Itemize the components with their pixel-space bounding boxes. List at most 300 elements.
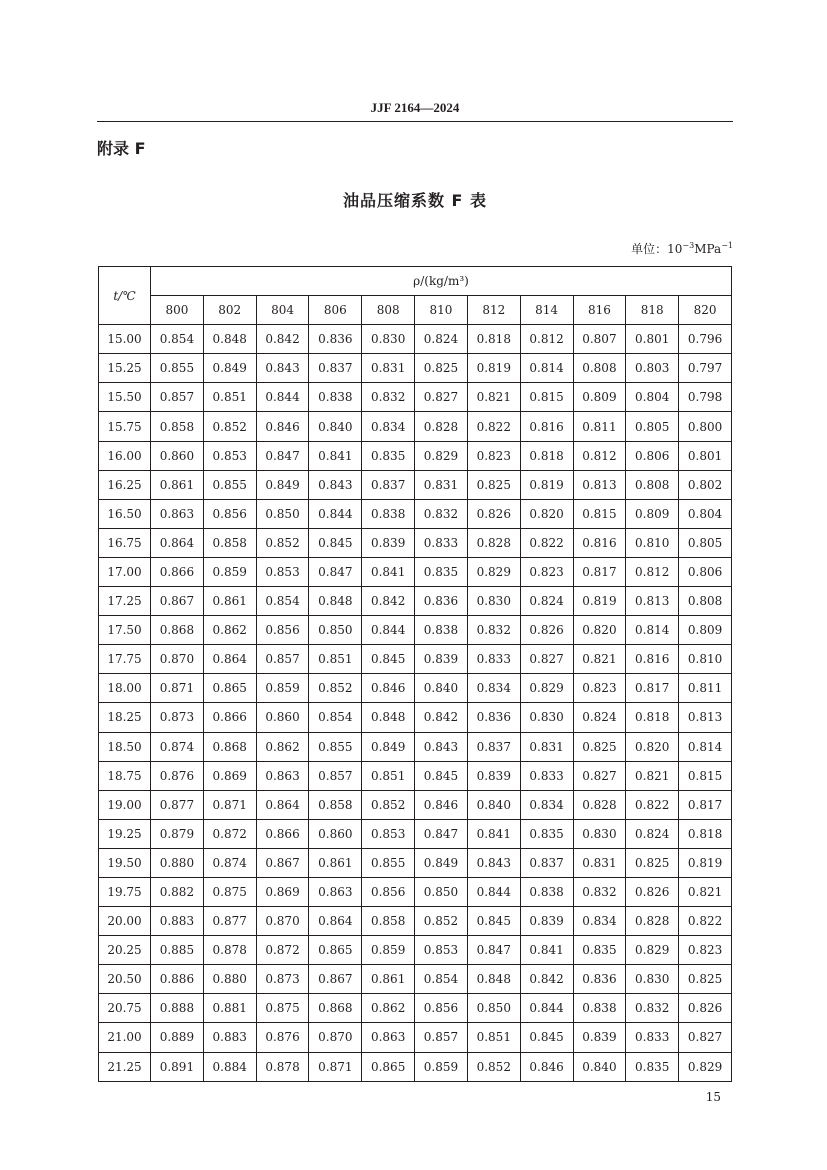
temperature-cell: 17.75	[99, 645, 151, 674]
factor-cell: 0.829	[626, 936, 679, 965]
factor-cell: 0.865	[362, 1052, 415, 1081]
unit-exponent-2: −1	[721, 241, 733, 250]
factor-cell: 0.835	[362, 441, 415, 470]
factor-cell: 0.815	[573, 499, 626, 528]
factor-cell: 0.809	[626, 499, 679, 528]
factor-cell: 0.820	[520, 499, 573, 528]
factor-cell: 0.851	[467, 1023, 520, 1052]
factor-cell: 0.838	[573, 994, 626, 1023]
table-row	[99, 412, 732, 441]
temperature-cell: 20.75	[99, 994, 151, 1023]
factor-cell: 0.834	[573, 907, 626, 936]
factor-cell: 0.829	[520, 674, 573, 703]
factor-cell: 0.852	[415, 907, 468, 936]
factor-cell: 0.840	[309, 412, 362, 441]
factor-cell: 0.865	[203, 674, 256, 703]
factor-cell: 0.835	[415, 557, 468, 586]
factor-cell: 0.875	[256, 994, 309, 1023]
factor-cell: 0.812	[626, 557, 679, 586]
factor-cell: 0.828	[626, 907, 679, 936]
factor-cell: 0.886	[151, 965, 204, 994]
factor-cell: 0.828	[467, 528, 520, 557]
factor-cell: 0.844	[362, 616, 415, 645]
factor-cell: 0.844	[256, 383, 309, 412]
factor-cell: 0.855	[203, 470, 256, 499]
factor-cell: 0.846	[256, 412, 309, 441]
factor-cell: 0.814	[520, 354, 573, 383]
factor-cell: 0.811	[679, 674, 732, 703]
factor-cell: 0.835	[626, 1052, 679, 1081]
factor-cell: 0.837	[362, 470, 415, 499]
factor-cell: 0.834	[467, 674, 520, 703]
factor-cell: 0.831	[415, 470, 468, 499]
factor-cell: 0.857	[256, 645, 309, 674]
factor-cell: 0.851	[309, 645, 362, 674]
factor-cell: 0.859	[415, 1052, 468, 1081]
factor-cell: 0.875	[203, 877, 256, 906]
factor-cell: 0.826	[626, 877, 679, 906]
factor-cell: 0.849	[256, 470, 309, 499]
factor-cell: 0.874	[203, 848, 256, 877]
factor-cell: 0.883	[203, 1023, 256, 1052]
factor-cell: 0.808	[573, 354, 626, 383]
density-column-header: 804	[256, 296, 309, 325]
factor-cell: 0.856	[415, 994, 468, 1023]
temperature-cell: 17.50	[99, 616, 151, 645]
factor-cell: 0.839	[415, 645, 468, 674]
table-row	[99, 616, 732, 645]
factor-cell: 0.823	[679, 936, 732, 965]
factor-cell: 0.803	[626, 354, 679, 383]
factor-cell: 0.857	[309, 761, 362, 790]
factor-cell: 0.821	[679, 877, 732, 906]
temperature-cell: 19.25	[99, 819, 151, 848]
unit-exponent-1: −3	[682, 241, 695, 250]
factor-cell: 0.864	[151, 528, 204, 557]
table-row	[99, 1023, 732, 1052]
factor-cell: 0.796	[679, 325, 732, 354]
factor-cell: 0.820	[626, 732, 679, 761]
factor-cell: 0.827	[415, 383, 468, 412]
factor-cell: 0.845	[362, 645, 415, 674]
factor-cell: 0.828	[573, 790, 626, 819]
factor-cell: 0.801	[626, 325, 679, 354]
factor-cell: 0.817	[626, 674, 679, 703]
factor-cell: 0.824	[520, 587, 573, 616]
factor-cell: 0.811	[573, 412, 626, 441]
factor-cell: 0.863	[151, 499, 204, 528]
factor-cell: 0.826	[679, 994, 732, 1023]
factor-cell: 0.813	[679, 703, 732, 732]
unit-prefix: 单位：10	[631, 242, 683, 256]
factor-cell: 0.837	[309, 354, 362, 383]
density-column-header: 808	[362, 296, 415, 325]
factor-cell: 0.817	[679, 790, 732, 819]
table-row	[99, 1052, 732, 1081]
factor-cell: 0.816	[520, 412, 573, 441]
factor-cell: 0.871	[151, 674, 204, 703]
factor-cell: 0.818	[467, 325, 520, 354]
factor-cell: 0.829	[679, 1052, 732, 1081]
table-row	[99, 994, 732, 1023]
temperature-cell: 16.00	[99, 441, 151, 470]
factor-cell: 0.866	[256, 819, 309, 848]
factor-cell: 0.852	[467, 1052, 520, 1081]
temperature-cell: 19.75	[99, 877, 151, 906]
factor-cell: 0.839	[573, 1023, 626, 1052]
factor-cell: 0.873	[151, 703, 204, 732]
factor-cell: 0.835	[520, 819, 573, 848]
factor-cell: 0.861	[151, 470, 204, 499]
factor-cell: 0.856	[203, 499, 256, 528]
factor-cell: 0.840	[467, 790, 520, 819]
table-row	[99, 877, 732, 906]
factor-cell: 0.797	[679, 354, 732, 383]
factor-cell: 0.830	[467, 587, 520, 616]
factor-cell: 0.830	[520, 703, 573, 732]
factor-cell: 0.847	[256, 441, 309, 470]
factor-cell: 0.860	[256, 703, 309, 732]
factor-cell: 0.807	[573, 325, 626, 354]
factor-cell: 0.864	[203, 645, 256, 674]
temperature-cell: 18.50	[99, 732, 151, 761]
factor-cell: 0.806	[626, 441, 679, 470]
temperature-cell: 21.00	[99, 1023, 151, 1052]
factor-cell: 0.804	[626, 383, 679, 412]
factor-cell: 0.844	[309, 499, 362, 528]
factor-cell: 0.840	[573, 1052, 626, 1081]
factor-cell: 0.808	[626, 470, 679, 499]
factor-cell: 0.848	[309, 587, 362, 616]
temperature-cell: 19.00	[99, 790, 151, 819]
factor-cell: 0.867	[151, 587, 204, 616]
table-row	[99, 703, 732, 732]
factor-cell: 0.825	[415, 354, 468, 383]
factor-cell: 0.867	[309, 965, 362, 994]
factor-cell: 0.888	[151, 994, 204, 1023]
factor-cell: 0.876	[151, 761, 204, 790]
factor-cell: 0.859	[362, 936, 415, 965]
factor-cell: 0.856	[362, 877, 415, 906]
factor-cell: 0.891	[151, 1052, 204, 1081]
factor-cell: 0.861	[362, 965, 415, 994]
factor-cell: 0.862	[362, 994, 415, 1023]
factor-cell: 0.809	[679, 616, 732, 645]
factor-cell: 0.859	[203, 557, 256, 586]
factor-cell: 0.842	[415, 703, 468, 732]
factor-cell: 0.830	[626, 965, 679, 994]
factor-cell: 0.848	[362, 703, 415, 732]
factor-cell: 0.825	[679, 965, 732, 994]
factor-cell: 0.848	[467, 965, 520, 994]
factor-cell: 0.860	[151, 441, 204, 470]
table-row	[99, 528, 732, 557]
factor-cell: 0.852	[203, 412, 256, 441]
factor-cell: 0.869	[203, 761, 256, 790]
factor-cell: 0.881	[203, 994, 256, 1023]
factor-cell: 0.846	[415, 790, 468, 819]
factor-cell: 0.871	[203, 790, 256, 819]
unit-mid: MPa	[694, 242, 722, 256]
factor-cell: 0.836	[467, 703, 520, 732]
factor-cell: 0.832	[362, 383, 415, 412]
table-row	[99, 790, 732, 819]
density-column-header: 806	[309, 296, 362, 325]
header-divider	[97, 121, 733, 122]
factor-cell: 0.844	[520, 994, 573, 1023]
factor-cell: 0.831	[573, 848, 626, 877]
factor-cell: 0.846	[520, 1052, 573, 1081]
factor-cell: 0.814	[679, 732, 732, 761]
factor-cell: 0.853	[256, 557, 309, 586]
factor-cell: 0.863	[362, 1023, 415, 1052]
factor-cell: 0.833	[467, 645, 520, 674]
temperature-cell: 16.25	[99, 470, 151, 499]
density-column-header: 800	[151, 296, 204, 325]
table-row	[99, 761, 732, 790]
factor-cell: 0.805	[679, 528, 732, 557]
factor-cell: 0.857	[151, 383, 204, 412]
factor-cell: 0.838	[520, 877, 573, 906]
factor-cell: 0.824	[573, 703, 626, 732]
table-row	[99, 645, 732, 674]
factor-cell: 0.823	[573, 674, 626, 703]
factor-cell: 0.850	[415, 877, 468, 906]
factor-cell: 0.818	[679, 819, 732, 848]
factor-cell: 0.817	[573, 557, 626, 586]
factor-cell: 0.873	[256, 965, 309, 994]
factor-cell: 0.816	[626, 645, 679, 674]
factor-cell: 0.869	[256, 877, 309, 906]
factor-cell: 0.800	[679, 412, 732, 441]
factor-cell: 0.832	[573, 877, 626, 906]
density-header: ρ/(kg/m³)	[151, 267, 732, 296]
temperature-cell: 15.25	[99, 354, 151, 383]
factor-cell: 0.850	[256, 499, 309, 528]
temperature-cell: 18.25	[99, 703, 151, 732]
temperature-cell: 15.75	[99, 412, 151, 441]
factor-cell: 0.849	[415, 848, 468, 877]
factor-cell: 0.876	[256, 1023, 309, 1052]
factor-cell: 0.812	[520, 325, 573, 354]
factor-cell: 0.815	[679, 761, 732, 790]
density-column-header: 812	[467, 296, 520, 325]
factor-cell: 0.880	[151, 848, 204, 877]
factor-cell: 0.852	[309, 674, 362, 703]
temperature-cell: 16.50	[99, 499, 151, 528]
table-row	[99, 848, 732, 877]
factor-cell: 0.838	[362, 499, 415, 528]
factor-cell: 0.866	[151, 557, 204, 586]
factor-cell: 0.829	[415, 441, 468, 470]
factor-cell: 0.880	[203, 965, 256, 994]
table-row	[99, 819, 732, 848]
factor-cell: 0.877	[151, 790, 204, 819]
factor-cell: 0.849	[203, 354, 256, 383]
page-number: 15	[705, 1090, 721, 1104]
factor-cell: 0.818	[520, 441, 573, 470]
factor-cell: 0.855	[309, 732, 362, 761]
factor-cell: 0.853	[415, 936, 468, 965]
factor-cell: 0.827	[520, 645, 573, 674]
factor-cell: 0.827	[679, 1023, 732, 1052]
factor-cell: 0.853	[362, 819, 415, 848]
factor-cell: 0.845	[415, 761, 468, 790]
factor-cell: 0.878	[256, 1052, 309, 1081]
factor-cell: 0.825	[626, 848, 679, 877]
factor-cell: 0.858	[362, 907, 415, 936]
factor-cell: 0.841	[520, 936, 573, 965]
factor-cell: 0.837	[467, 732, 520, 761]
factor-cell: 0.879	[151, 819, 204, 848]
temperature-cell: 18.00	[99, 674, 151, 703]
factor-cell: 0.850	[467, 994, 520, 1023]
factor-cell: 0.809	[573, 383, 626, 412]
factor-cell: 0.842	[256, 325, 309, 354]
factor-cell: 0.858	[203, 528, 256, 557]
table-row	[99, 441, 732, 470]
compression-factor-table	[98, 266, 732, 1082]
factor-cell: 0.801	[679, 441, 732, 470]
factor-cell: 0.862	[256, 732, 309, 761]
factor-cell: 0.853	[203, 441, 256, 470]
factor-cell: 0.819	[467, 354, 520, 383]
factor-cell: 0.843	[309, 470, 362, 499]
factor-cell: 0.831	[520, 732, 573, 761]
factor-cell: 0.840	[415, 674, 468, 703]
factor-cell: 0.868	[151, 616, 204, 645]
factor-cell: 0.868	[203, 732, 256, 761]
table-row	[99, 907, 732, 936]
factor-cell: 0.822	[679, 907, 732, 936]
factor-cell: 0.863	[256, 761, 309, 790]
factor-cell: 0.802	[679, 470, 732, 499]
factor-cell: 0.832	[467, 616, 520, 645]
factor-cell: 0.843	[467, 848, 520, 877]
standard-code-header: JJF 2164—2024	[370, 100, 460, 115]
factor-cell: 0.816	[573, 528, 626, 557]
temperature-cell: 15.00	[99, 325, 151, 354]
factor-cell: 0.835	[573, 936, 626, 965]
factor-cell: 0.834	[362, 412, 415, 441]
factor-cell: 0.850	[309, 616, 362, 645]
table-title: 油品压缩系数 F 表	[342, 191, 488, 210]
factor-cell: 0.806	[679, 557, 732, 586]
factor-cell: 0.855	[151, 354, 204, 383]
factor-cell: 0.870	[151, 645, 204, 674]
factor-cell: 0.822	[520, 528, 573, 557]
factor-cell: 0.857	[415, 1023, 468, 1052]
temperature-cell: 20.50	[99, 965, 151, 994]
factor-cell: 0.837	[520, 848, 573, 877]
temperature-cell: 20.25	[99, 936, 151, 965]
factor-cell: 0.845	[309, 528, 362, 557]
factor-cell: 0.843	[415, 732, 468, 761]
factor-cell: 0.813	[626, 587, 679, 616]
factor-cell: 0.829	[467, 557, 520, 586]
factor-cell: 0.845	[467, 907, 520, 936]
factor-cell: 0.810	[679, 645, 732, 674]
factor-cell: 0.862	[203, 616, 256, 645]
factor-cell: 0.856	[256, 616, 309, 645]
table-header-row	[99, 267, 732, 296]
factor-cell: 0.843	[256, 354, 309, 383]
factor-cell: 0.818	[626, 703, 679, 732]
factor-cell: 0.860	[309, 819, 362, 848]
factor-cell: 0.854	[415, 965, 468, 994]
factor-cell: 0.819	[679, 848, 732, 877]
factor-cell: 0.826	[520, 616, 573, 645]
factor-cell: 0.819	[520, 470, 573, 499]
factor-cell: 0.842	[520, 965, 573, 994]
factor-cell: 0.854	[151, 325, 204, 354]
factor-cell: 0.839	[467, 761, 520, 790]
factor-cell: 0.841	[362, 557, 415, 586]
density-column-header: 816	[573, 296, 626, 325]
factor-cell: 0.822	[467, 412, 520, 441]
factor-cell: 0.864	[256, 790, 309, 819]
factor-cell: 0.842	[362, 587, 415, 616]
factor-cell: 0.833	[626, 1023, 679, 1052]
factor-cell: 0.877	[203, 907, 256, 936]
factor-cell: 0.824	[626, 819, 679, 848]
table-body	[99, 325, 732, 1081]
factor-cell: 0.861	[203, 587, 256, 616]
factor-cell: 0.867	[256, 848, 309, 877]
table-row	[99, 325, 732, 354]
factor-cell: 0.872	[256, 936, 309, 965]
factor-cell: 0.883	[151, 907, 204, 936]
factor-cell: 0.814	[626, 616, 679, 645]
factor-cell: 0.821	[626, 761, 679, 790]
density-values-row	[99, 296, 732, 325]
temperature-cell: 20.00	[99, 907, 151, 936]
density-column-header: 818	[626, 296, 679, 325]
factor-cell: 0.859	[256, 674, 309, 703]
factor-cell: 0.841	[309, 441, 362, 470]
factor-cell: 0.878	[203, 936, 256, 965]
unit-label	[631, 240, 733, 257]
factor-cell: 0.821	[573, 645, 626, 674]
factor-cell: 0.813	[573, 470, 626, 499]
temperature-cell: 19.50	[99, 848, 151, 877]
factor-cell: 0.858	[151, 412, 204, 441]
temperature-cell: 16.75	[99, 528, 151, 557]
table-row	[99, 674, 732, 703]
factor-cell: 0.833	[415, 528, 468, 557]
factor-cell: 0.870	[309, 1023, 362, 1052]
temperature-cell: 21.25	[99, 1052, 151, 1081]
factor-cell: 0.889	[151, 1023, 204, 1052]
factor-cell: 0.838	[309, 383, 362, 412]
temperature-cell: 17.00	[99, 557, 151, 586]
factor-cell: 0.854	[309, 703, 362, 732]
factor-cell: 0.861	[309, 848, 362, 877]
density-column-header: 810	[415, 296, 468, 325]
factor-cell: 0.847	[309, 557, 362, 586]
factor-cell: 0.865	[309, 936, 362, 965]
factor-cell: 0.821	[467, 383, 520, 412]
factor-cell: 0.834	[520, 790, 573, 819]
density-column-header: 820	[679, 296, 732, 325]
table-row	[99, 936, 732, 965]
factor-cell: 0.805	[626, 412, 679, 441]
density-column-header: 802	[203, 296, 256, 325]
factor-cell: 0.808	[679, 587, 732, 616]
temperature-cell: 18.75	[99, 761, 151, 790]
factor-cell: 0.830	[573, 819, 626, 848]
factor-cell: 0.872	[203, 819, 256, 848]
